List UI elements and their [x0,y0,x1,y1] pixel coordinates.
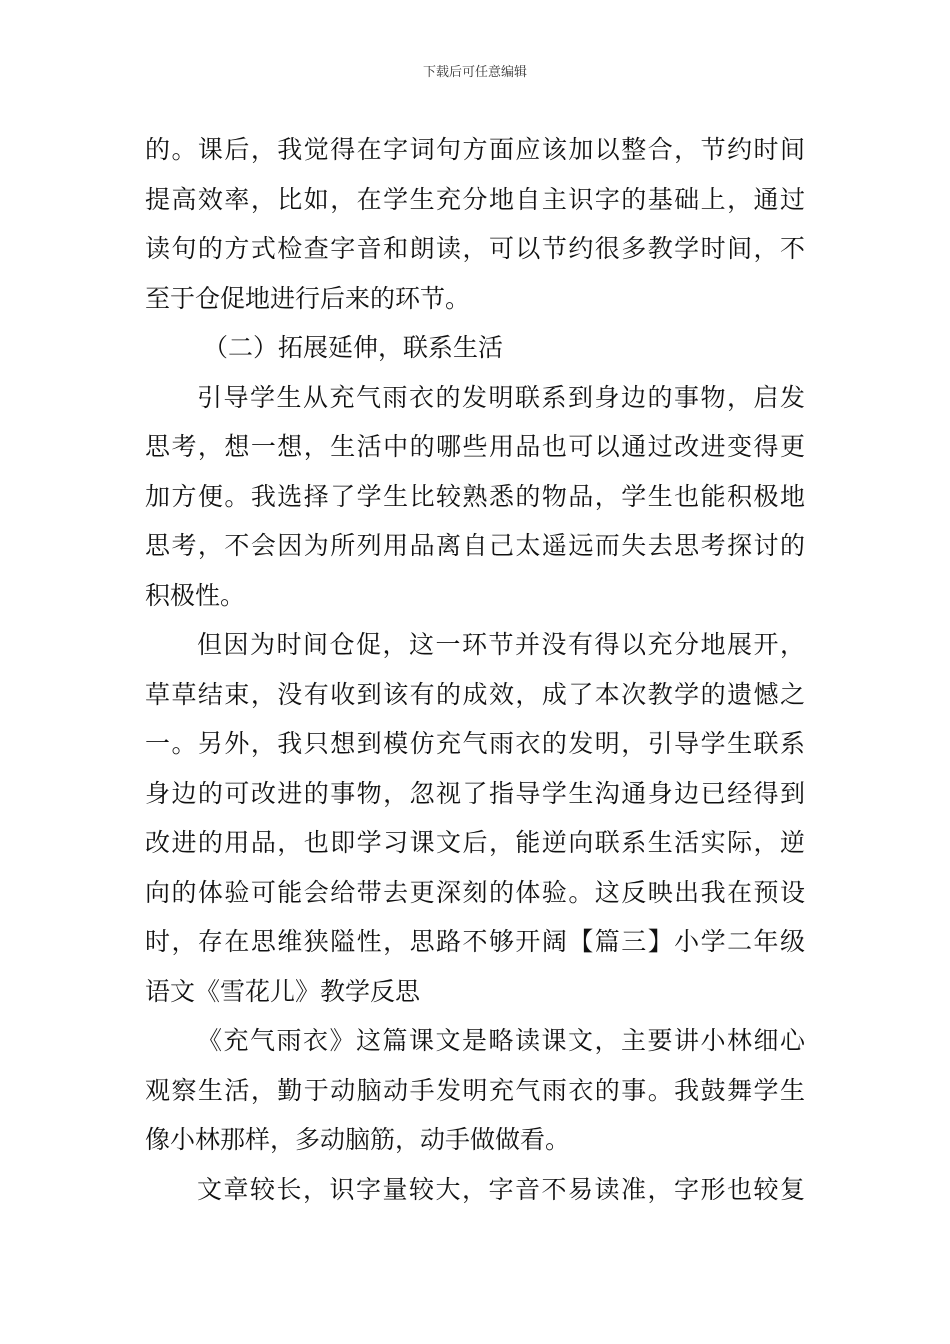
text-line: 但因为时间仓促，这一环节并没有得以充分地展开， [197,630,805,659]
text-line: 观察生活，勤于动脑动手发明充气雨衣的事。我鼓舞学生 [145,1075,805,1105]
text-line: 时，存在思维狭隘性，思路不够开阔【篇三】小学二年级 [145,927,805,956]
text-line: 读句的方式检查字音和朗读，可以节约很多教学时间，不 [145,234,805,263]
text-line: 文章较长，识字量较大，字音不易读准，字形也较复 [197,1174,805,1204]
text-line: 思考，想一想，生活中的哪些用品也可以通过改进变得更 [145,432,805,461]
text-line: 积极性。 [145,580,246,610]
text-line: 思考，不会因为所列用品离自己太遥远而失去思考探讨的 [145,531,805,560]
text-line: 像小林那样，多动脑筋，动手做做看。 [145,1125,571,1154]
page-header: 下载后可任意编辑 [422,65,527,80]
text-line: 《充气雨衣》这篇课文是略读课文，主要讲小林细心 [197,1026,805,1055]
text-line: 草草结束，没有收到该有的成效，成了本次教学的遗憾之 [145,679,805,709]
text-line: 加方便。我选择了学生比较熟悉的物品，学生也能积极地 [145,481,805,511]
text-line: 至于仓促地进行后来的环节。 [145,283,471,313]
text-line: 向的体验可能会给带去更深刻的体验。这反映出我在预设 [145,877,805,907]
text-line: 的。课后，我觉得在字词句方面应该加以整合，节约时间 [145,135,805,164]
text-line: 改进的用品，也即学习课文后，能逆向联系生活实际，逆 [145,828,805,857]
section-heading: （二）拓展延伸，联系生活 [203,333,504,362]
text-line: 提高效率，比如，在学生充分地自主识字的基础上，通过 [145,184,805,214]
text-line: 引导学生从充气雨衣的发明联系到身边的事物，启发 [197,382,805,412]
document-body [145,125,805,1214]
text-line: 语文《雪花儿》教学反思 [145,976,421,1006]
text-line: 身边的可改进的事物，忽视了指导学生沟通身边已经得到 [145,778,805,808]
text-line: 一。另外，我只想到模仿充气雨衣的发明，引导学生联系 [145,729,805,758]
